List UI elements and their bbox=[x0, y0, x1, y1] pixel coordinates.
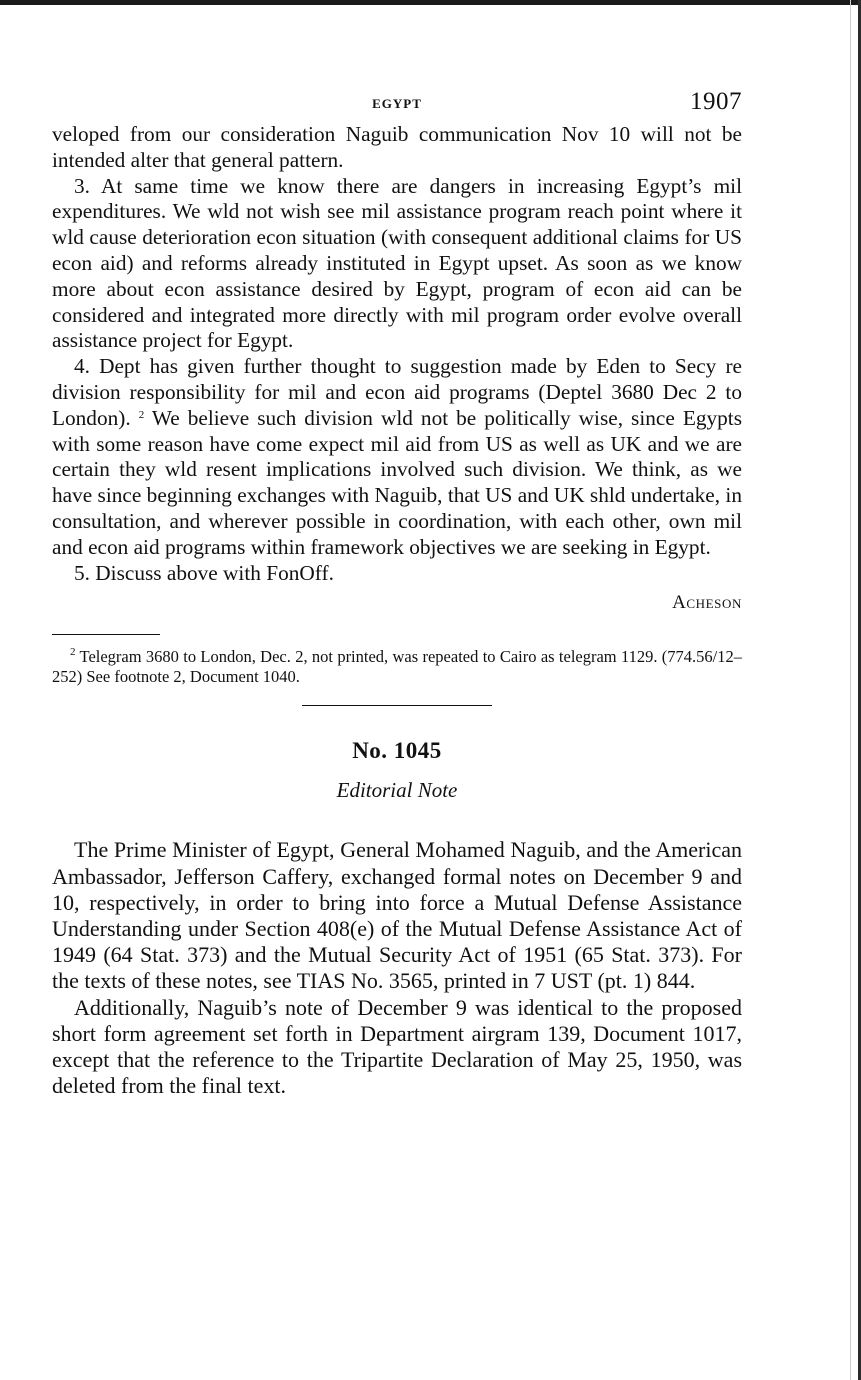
document-subtitle: Editorial Note bbox=[336, 778, 458, 803]
footnote-reference: 2 bbox=[138, 408, 145, 421]
editorial-note-body bbox=[52, 837, 742, 1099]
footnote-mark: 2 bbox=[70, 646, 76, 659]
signature: Acheson bbox=[672, 592, 742, 614]
telegram-body bbox=[52, 122, 742, 616]
body-paragraph-4 bbox=[52, 354, 742, 560]
section-divider bbox=[302, 705, 492, 706]
footnote bbox=[52, 647, 742, 687]
running-title: EGYPT bbox=[372, 96, 422, 111]
body-paragraph-4-part1: 4. Dept has given further thought to suggestion made by Eden to Secy re division responsibility for mil and econ aid programs (Deptel 3680 Dec 2 to London). bbox=[52, 354, 742, 430]
footnote-text: Telegram 3680 to London, Dec. 2, not printed, was repeated to Cairo as telegram 1129. (774.56/12–252) See footnote 2, Document 1040. bbox=[52, 647, 742, 687]
body-paragraph-continuation: veloped from our consideration Naguib communication Nov 10 will not be intended alter that general pattern. bbox=[52, 122, 742, 172]
footnote-divider bbox=[52, 634, 160, 635]
running-head bbox=[52, 88, 742, 122]
body-paragraph-5: 5. Discuss above with FonOff. bbox=[74, 560, 334, 585]
body-paragraph-3: 3. At same time we know there are dangers in increasing Egypt’s mil expenditures. We wld not wish see mil assistance program reach point where it wld cause deterioration econ situation (with consequent additional claims for US econ aid) and reforms already instituted in Egypt upset. As soon as we know more about econ assistance desired by Egypt, program of econ aid can be considered and integrated more directly with mil program order evolve overall assistance project for Egypt. bbox=[52, 173, 742, 353]
page-binding-line bbox=[850, 0, 851, 1380]
body-paragraph-4-part2: We believe such division wld not be politically wise, since Egypts with some reason have come expect mil aid from US as well as UK and we are certain they wld resent implications involved such division. We think, as we have since beginning exchanges with Naguib, that US and UK shld undertake, in consultation, and wherever possible in coordination, with each other, own mil and econ aid programs within framework objectives we are seeking in Egypt. bbox=[52, 405, 742, 559]
page-number: 1907 bbox=[690, 88, 742, 115]
editorial-paragraph: The Prime Minister of Egypt, General Mohamed Naguib, and the American Ambassador, Jefferson Caffery, exchanged formal notes on December 9 and 10, respectively, in order to bring into force a Mutual Defense Assistance Understanding under Section 408(e) of the Mutual Defense Assistance Act of 1949 (64 Stat. 373) and the Mutual Security Act of 1951 (65 Stat. 373). For the texts of these notes, see TIAS No. 3565, printed in 7 UST (pt. 1) 844. bbox=[52, 837, 742, 994]
page-top-edge bbox=[0, 0, 861, 5]
document-page bbox=[52, 88, 742, 1099]
editorial-paragraph: Additionally, Naguib’s note of December 9 was identical to the proposed short form agreement set forth in Department airgram 139, Document 1017, except that the reference to the Tripartite Declaration of May 25, 1950, was deleted from the final text. bbox=[52, 994, 742, 1099]
document-number: No. 1045 bbox=[352, 738, 442, 764]
